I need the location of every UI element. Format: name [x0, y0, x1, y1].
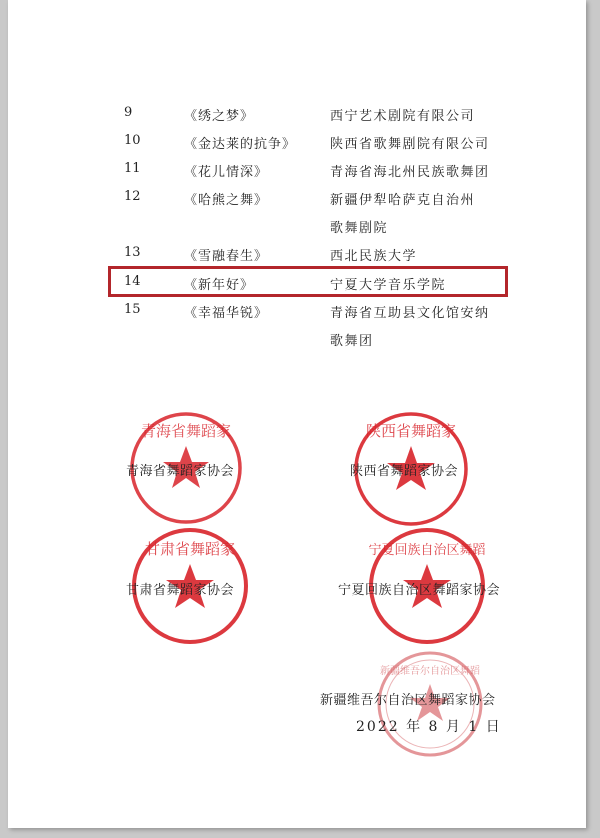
work-title: 《绣之梦》 — [184, 109, 255, 124]
table-row — [8, 245, 586, 267]
work-title: 《新年好》 — [184, 278, 255, 293]
svg-text:陕西省舞蹈家: 陕西省舞蹈家 — [365, 422, 457, 440]
work-title: 《雪融春生》 — [184, 249, 269, 264]
organization: 西宁艺术剧院有限公司 — [330, 109, 476, 124]
svg-text:宁夏回族自治区舞蹈: 宁夏回族自治区舞蹈 — [368, 543, 486, 558]
row-number: 15 — [124, 302, 141, 317]
signature-shaanxi: 陕西省舞蹈家协会 — [350, 464, 459, 479]
organization: 青海省海北州民族歌舞团 — [330, 165, 490, 180]
organization: 西北民族大学 — [330, 249, 418, 264]
organization-continued: 歌舞剧院 — [330, 221, 389, 236]
signature-ningxia: 宁夏回族自治区舞蹈家协会 — [338, 583, 501, 598]
svg-text:新疆维吾尔自治区舞蹈: 新疆维吾尔自治区舞蹈 — [380, 666, 480, 677]
table-row — [8, 189, 586, 211]
organization: 青海省互助县文化馆安纳 — [330, 306, 490, 321]
row-number: 14 — [124, 274, 141, 289]
document-page — [8, 0, 586, 828]
work-title: 《花儿情深》 — [184, 165, 269, 180]
signature-gansu: 甘肃省舞蹈家协会 — [126, 583, 235, 598]
row-number: 11 — [124, 161, 141, 176]
signature-qinghai: 青海省舞蹈家协会 — [126, 464, 235, 479]
work-title: 《金达莱的抗争》 — [184, 137, 297, 152]
organization: 宁夏大学音乐学院 — [330, 278, 447, 293]
highlight-box — [108, 266, 508, 297]
row-number: 10 — [124, 133, 141, 148]
organization: 新疆伊犁哈萨克自治州 — [330, 193, 476, 208]
work-title: 《哈熊之舞》 — [184, 193, 269, 208]
table-row — [8, 302, 586, 324]
svg-text:甘肃省舞蹈家: 甘肃省舞蹈家 — [144, 540, 236, 558]
table-row — [8, 105, 586, 127]
signature-xinjiang: 新疆维吾尔自治区舞蹈家协会 — [320, 693, 496, 708]
work-title: 《幸福华锐》 — [184, 306, 269, 321]
table-row — [8, 161, 586, 183]
svg-text:青海省舞蹈家: 青海省舞蹈家 — [140, 422, 232, 440]
table-row — [8, 133, 586, 155]
organization-continued: 歌舞团 — [330, 334, 374, 349]
organization: 陕西省歌舞剧院有限公司 — [330, 137, 490, 152]
row-number: 9 — [124, 105, 133, 120]
row-number: 13 — [124, 245, 141, 260]
row-number: 12 — [124, 189, 141, 204]
document-date: 2022 年 8 月 1 日 — [356, 719, 502, 735]
